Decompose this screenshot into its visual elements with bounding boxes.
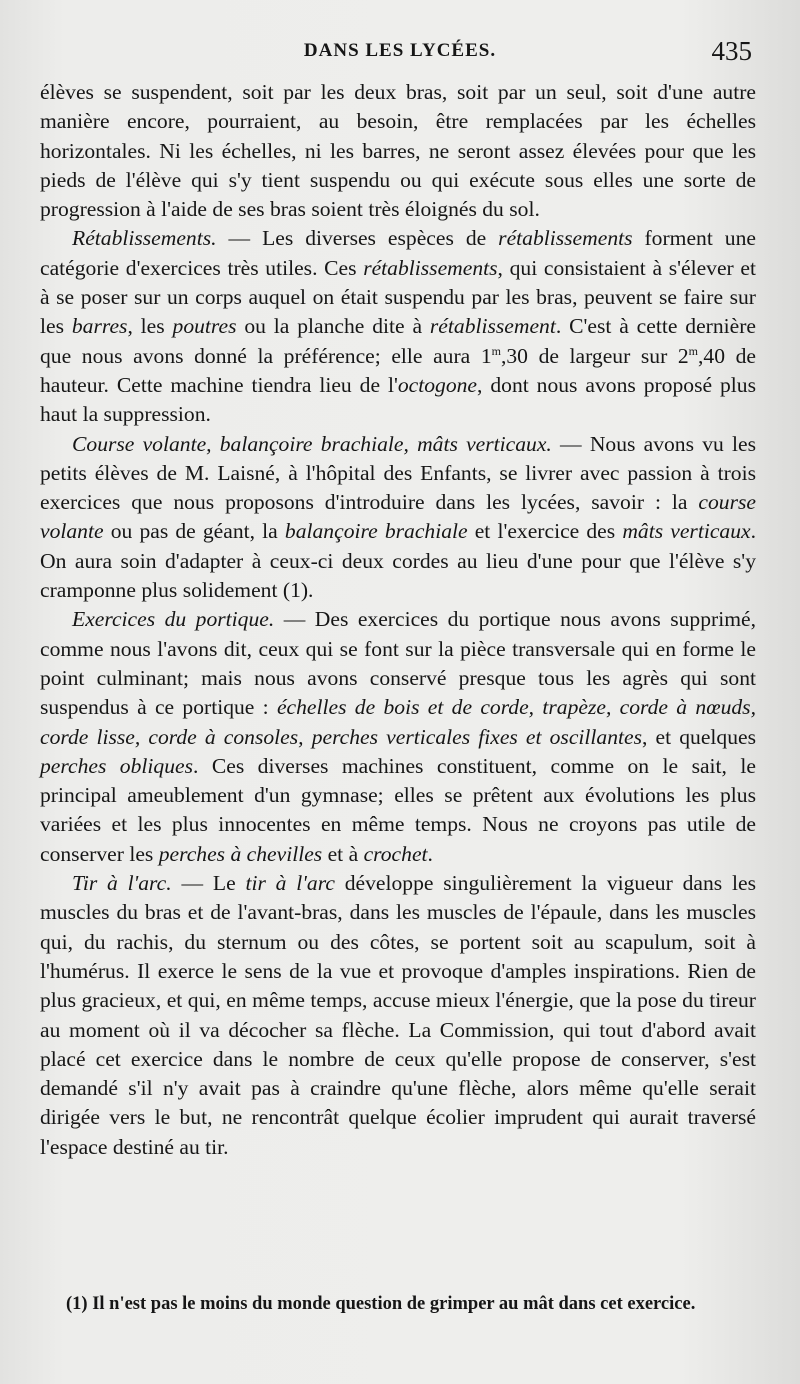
body-text [40, 78, 756, 1162]
section-heading: Course volante, balançoire brachiale, mâts verticaux. [72, 431, 552, 456]
paragraph-intro: élèves se suspendent, soit par les deux bras, soit par un seul, soit d'une autre manière encore, pourraient, au besoin, être remplacées par les échelles horizontales. Ni les échelles, ni les barres, ne seront assez élevées pour que les pieds de l'élève qui s'y tient suspendu ou qui exécute sous elles une sorte de progression à l'aide de ses bras soient très éloignés du sol. [40, 80, 756, 222]
page-header [40, 36, 760, 76]
paragraph-course-volante: Course volante, balançoire brachiale, mâts verticaux. — Nous avons vu les petits élèves de M. Laisné, à l'hôpital des Enfants, se livrer avec passion à trois exercices que nous proposons d'introduire dans les lycées, savoir : la course volante ou pas de géant, la balançoire brachiale et l'exercice des mâts verticaux. On aura soin d'adapter à ceux-ci deux cordes au lieu d'une pour que l'élève s'y cramponne plus solidement (1). [40, 431, 756, 603]
section-heading: Rétablissements. [72, 226, 217, 251]
page-number: 435 [711, 36, 752, 66]
section-heading: Tir à l'arc. [72, 871, 172, 896]
section-heading: Exercices du portique. [72, 607, 275, 632]
paragraph-tir-arc: Tir à l'arc. — Le tir à l'arc développe singulièrement la vigueur dans les muscles du bras et de l'avant-bras, dans les muscles de l'épaule, dans les muscles qui, du rachis, du sternum ou des côtes, se portent soit au scapulum, soit à l'humérus. Il exerce le sens de la vue et provoque d'amples inspirations. Rien de plus gracieux, et qui, en même temps, accuse mieux l'énergie, que la pose du tireur au moment où il va décocher sa flèche. La Commission, qui tout d'abord avait placé cet exercice dans le nombre de ceux qu'elle propose de conserver, s'est demandé s'il n'y avait pas à craindre qu'une flèche, alors même qu'elle serait dirigée vers le but, ne rencontrât quelque écolier imprudent qui aurait traversé l'espace destiné au tir. [40, 871, 756, 1159]
running-title: DANS LES LYCÉES. [303, 40, 497, 61]
footnote: (1) Il n'est pas le moins du monde question de grimper au mât dans cet exercice. [66, 1294, 696, 1314]
paragraph-portique: Exercices du portique. — Des exercices du portique nous avons supprimé, comme nous l'avons dit, ceux qui se font sur la pièce transversale qui en forme le point culminant; mais nous avons conservé presque tous les agrès qui sont suspendus à ce portique : échelles de bois et de corde, trapèze, corde à nœuds, corde lisse, corde à consoles, perches verticales fixes et oscillantes, et quelques perches obliques. Ces diverses machines constituent, comme on le sait, le principal ameublement d'un gymnase; elles se prêtent aux évolutions les plus variées et les plus innocentes en même temps. Nous ne croyons pas utile de conserver les perches à chevilles et à crochet. [40, 607, 756, 866]
paragraph-retablissements: Rétablissements. — Les diverses espèces de rétablissements forment une catégorie d'exercices très utiles. Ces rétablissements, qui consistaient à s'élever et à se poser sur un corps auquel on était suspendu par les bras, peuvent se faire sur les barres, les poutres ou la planche dite à rétablissement. C'est à cette dernière que nous avons donné la préférence; elle aura 1$^m$,30 de largeur sur 2$^m$,40 de hauteur. Cette machine tiendra lieu de l'octogone, dont nous avons proposé plus haut la suppression. [40, 226, 756, 427]
